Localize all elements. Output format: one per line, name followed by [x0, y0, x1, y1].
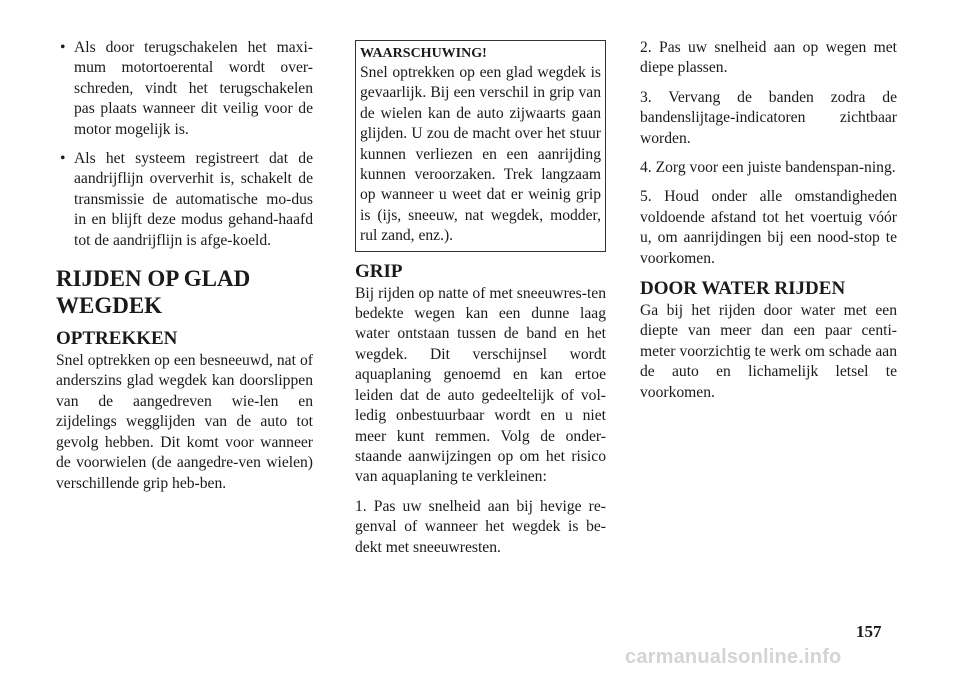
warning-text: Snel optrekken op een glad wegdek is gevaarlijk. Bij een verschil in grip van de wielen kan de auto zijwaarts gaan glijden. U zou de macht over het stuur kunnen verliezen en een aanrijding kunnen veroorzaken. Trek langzaam op wanneer u weet dat er weinig grip is (ijs, sneeuw, nat wegdek, modder, rul zand, enz.).	[360, 64, 601, 245]
body-paragraph: Snel optrekken op een besneeuwd, nat of anderszins glad wegdek kan doorslippen van de aangedreven wie-len en zijdelings wegglijden van de auto tot gevolg hebben. Dit komt voor wanneer de voorwielen (de aangedre-ven wielen) verschillende grip heb-ben.	[56, 352, 313, 492]
watermark: carmanualsonline.info	[625, 646, 842, 668]
bullet-item-overheat: • Als het systeem registreert dat de aandrijflijn oververhit is, schakelt de transmissie de automatische mo-dus in en blijft deze modus gehand-haafd tot de aandrijflijn is afge-koeld.	[56, 149, 313, 251]
grip-paragraph: Bij rijden op natte of met sneeuwres-ten bedekte wegen kan een dunne laag water ontstaan tussen de band en het wegdek. Dit verschijnsel wordt aquaplaning genoemd en kan ertoe leiden dat de auto gedeeltelijk of vol-ledig onbestuurbaar wordt en u niet meer kunt remmen. Volg de onder-staande aanwijzingen op om het risico van aquaplaning te verkleinen:	[355, 284, 606, 486]
warning-title: WAARSCHUWING!	[360, 46, 487, 61]
bullet-item-downshift: • Als door terugschakelen het maxi-mum motortoerental wordt over-schreden, vindt het terugschakelen pas plaats wanneer dit veilig voor de motor mogelijk is.	[56, 38, 313, 140]
left-column	[56, 38, 313, 494]
warning-box	[355, 40, 606, 252]
middle-column	[355, 0, 606, 558]
grip-heading: GRIP	[355, 260, 403, 282]
water-paragraph: Ga bij het rijden door water met een diepte van meer dan een paar centi-meter voorzichtig te werk om schade aan de auto en lichamelijk letsel te voorkomen.	[640, 302, 897, 401]
grip-item-2: 2. Pas uw snelheid aan op wegen met diepe plassen.	[640, 39, 897, 77]
grip-item-3: 3. Vervang de banden zodra de bandenslijtage-indicatoren zichtbaar worden.	[640, 88, 897, 147]
grip-item-1: 1. Pas uw snelheid aan bij hevige re-genval of wanneer het wegdek is be-dekt met sneeuwresten.	[355, 497, 606, 556]
subsection-title: OPTREKKEN	[56, 328, 178, 350]
water-heading: DOOR WATER RIJDEN	[640, 278, 846, 300]
section-title: RIJDEN OP GLAD WEGDEK	[56, 266, 251, 319]
grip-item-4: 4. Zorg voor een juiste bandenspan-ning.	[640, 159, 896, 177]
grip-item-5: 5. Houd onder alle omstandigheden voldoende afstand tot het voertuig vóór u, om aanrijdingen bij een nood-stop te voorkomen.	[640, 188, 897, 267]
page-number: 157	[856, 622, 882, 641]
bullet-list	[56, 38, 313, 251]
right-column	[640, 38, 897, 403]
